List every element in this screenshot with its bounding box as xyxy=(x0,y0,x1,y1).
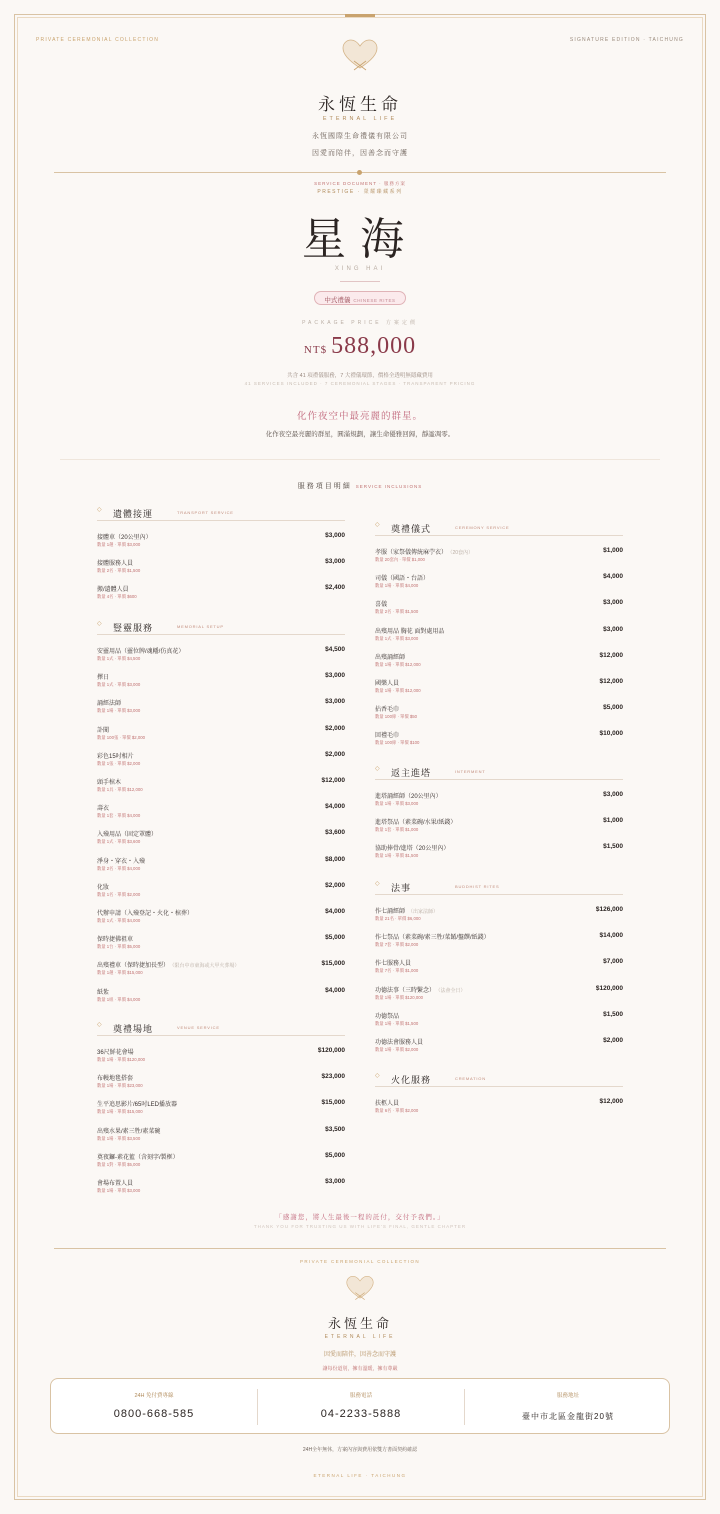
category-name-en: CREMATION xyxy=(455,1076,486,1081)
item-label: 紙紮 xyxy=(97,989,110,996)
service-item xyxy=(375,1098,623,1122)
item-price: $2,000 xyxy=(325,724,345,732)
service-item xyxy=(97,698,345,722)
item-price: $15,000 xyxy=(321,960,345,968)
item-price: $12,000 xyxy=(599,1098,623,1105)
item-quantity: 數量 1組 · 單價 $4,000 xyxy=(97,996,141,1002)
item-label: 拈香毛巾 xyxy=(375,707,400,714)
item-price: $12,000 xyxy=(321,777,345,784)
item-label: 代辦申請（入殮登記・火化・棺葬） xyxy=(97,911,194,917)
item-quantity: 數量 1式 · 單價 $4,500 xyxy=(97,656,141,661)
category-bullet-icon: ◇ xyxy=(97,507,102,513)
rite-badge-en: CHINESE RITES xyxy=(353,298,396,303)
price-note: 共含 41 項禮儀服務，7 大禮儀環節，價格全透明無隱藏費用 xyxy=(287,373,433,379)
item-quantity: 數量 2名 · 單價 $1,500 xyxy=(97,568,141,574)
category-name: 返主進塔 xyxy=(391,768,432,778)
price-note-en: 41 SERVICES INCLUDED · 7 CEREMONIAL STAGES · TRANSPARENT PRICING xyxy=(244,381,476,386)
item-note: （20套內） xyxy=(450,550,474,556)
series-label: PRESTIGE · 榮耀臻藏系列 xyxy=(317,189,403,195)
category-bullet-icon: ◇ xyxy=(375,522,380,528)
item-quantity: 數量 1場 · 單價 $3,000 xyxy=(375,801,419,806)
category-bullet-icon: ◇ xyxy=(375,881,380,887)
item-name xyxy=(97,725,109,734)
address-label: 服務地址 xyxy=(556,1393,579,1399)
item-price: $3,000 xyxy=(325,558,345,566)
item-name xyxy=(375,1098,399,1107)
item-quantity: 數量 100張 · 單價 $2,000 xyxy=(97,734,146,740)
service-item xyxy=(97,532,345,556)
item-note: （出家法師） xyxy=(408,909,439,915)
service-item xyxy=(375,1011,623,1035)
footer-motto-secondary: 讓每份道別，擁有溫暖，擁有尊嚴 xyxy=(322,1367,398,1372)
item-quantity: 數量 7套 · 單價 $2,000 xyxy=(375,942,419,948)
item-price: $23,000 xyxy=(321,1073,345,1081)
item-label: 布幔地毯搭套 xyxy=(97,1076,134,1083)
item-price: $120,000 xyxy=(595,984,623,992)
item-quantity: 數量 1式 · 單價 $3,000 xyxy=(97,682,141,688)
hotline-cell[interactable] xyxy=(51,1379,257,1435)
category-divider xyxy=(97,634,345,635)
service-item xyxy=(375,678,623,702)
inclusions-title: 服務項目明細 xyxy=(297,482,352,490)
item-quantity: 數量 1場 · 單價 $23,000 xyxy=(97,1083,143,1089)
item-label: 保時捷佛祖車 xyxy=(97,937,134,944)
item-price: $3,000 xyxy=(325,698,345,706)
document-label: SERVICE DOCUMENT · 服務方案 xyxy=(314,181,406,186)
divider-dot xyxy=(357,170,362,175)
address-value[interactable]: 臺中市北區金龍街20號 xyxy=(522,1412,614,1421)
item-name xyxy=(375,906,438,915)
item-name xyxy=(375,817,456,826)
service-item xyxy=(97,1152,345,1176)
price-amount: 588,000 xyxy=(331,333,417,359)
item-quantity: 數量 1趟 · 單價 $3,000 xyxy=(97,542,141,547)
inclusions-title-en: SERVICE INCLUSIONS xyxy=(355,484,423,489)
service-item xyxy=(97,777,345,801)
footer-divider xyxy=(54,1248,666,1249)
item-price: $10,000 xyxy=(599,730,623,738)
item-name xyxy=(97,1073,133,1082)
item-quantity: 數量 1場 · 單價 $120,000 xyxy=(97,1057,146,1062)
motto: 因愛而陪伴，因善念而守護 xyxy=(312,149,408,157)
item-quantity: 數量 2名 · 單價 $1,500 xyxy=(375,609,419,615)
service-item xyxy=(97,960,345,984)
item-label: 36尺鮮花會場 xyxy=(97,1050,134,1056)
service-item xyxy=(97,1126,345,1150)
item-label: 出殯水果/素三牲/素菜碗 xyxy=(97,1128,161,1135)
item-name xyxy=(375,704,399,713)
item-quantity: 數量 1場 · 單價 $2,000 xyxy=(375,1047,419,1052)
item-quantity: 數量 1場 · 單價 $15,000 xyxy=(97,1109,143,1115)
item-name xyxy=(97,803,109,812)
item-quantity: 數量 1場 · 單價 $12,000 xyxy=(375,688,421,693)
item-price: $120,000 xyxy=(317,1047,345,1054)
category-name: 豎靈服務 xyxy=(113,623,154,633)
closing-quote: 「感謝您，將人生最後一程的託付，交付予我們。」 xyxy=(275,1214,445,1221)
tagline: 化作夜空中最亮麗的群星。 xyxy=(296,412,423,422)
phone-cell[interactable] xyxy=(258,1379,464,1435)
item-name xyxy=(375,985,466,994)
footer-bottom-label: ETERNAL LIFE · TAICHUNG xyxy=(313,1473,407,1478)
item-price: $14,000 xyxy=(599,932,623,940)
category-name: 奠禮場地 xyxy=(113,1024,154,1034)
item-price: $3,600 xyxy=(325,829,345,837)
item-price: $1,000 xyxy=(603,817,623,825)
item-price: $2,000 xyxy=(325,750,345,758)
item-price: $3,000 xyxy=(603,625,623,633)
category-bullet-icon: ◇ xyxy=(97,621,102,627)
service-item xyxy=(375,730,623,754)
item-quantity: 數量 20套內 · 單價 $1,000 xyxy=(375,557,425,562)
service-item xyxy=(375,906,623,930)
item-price: $3,000 xyxy=(325,532,345,539)
service-item xyxy=(97,1178,345,1202)
closing-quote-en: THANK YOU FOR TRUSTING US WITH LIFE'S FINAL, GENTLE CHAPTER xyxy=(253,1224,467,1229)
item-label: 進塔誦經師（20公里內） xyxy=(375,794,442,800)
footer-motto: 因愛而陪伴，因善念而守護 xyxy=(323,1352,396,1358)
category-name: 法事 xyxy=(391,883,412,893)
price-label: PACKAGE PRICE 方案定價 xyxy=(302,320,418,326)
item-label: 進塔祭品（素菜碗/水果/紙錢） xyxy=(375,820,457,827)
item-name xyxy=(97,1152,179,1161)
brand-subtitle: ETERNAL LIFE xyxy=(322,116,398,122)
item-name xyxy=(97,584,129,593)
item-price: $15,000 xyxy=(321,1099,345,1107)
item-name xyxy=(375,843,449,852)
item-quantity: 數量 1場 · 單價 $3,000 xyxy=(97,1188,141,1193)
item-price: $2,000 xyxy=(603,1037,623,1044)
company-name: 永恆國際生命禮儀有限公司 xyxy=(312,132,408,140)
item-name xyxy=(375,547,473,556)
item-quantity: 數量 1具 · 單價 $12,000 xyxy=(97,787,143,792)
item-label: 出殯誦經師 xyxy=(375,654,406,661)
item-quantity: 數量 6名 · 單價 $2,000 xyxy=(375,1108,419,1113)
item-label: 喜儀 xyxy=(375,602,388,609)
item-label: 淨身・穿衣・入殮 xyxy=(97,858,146,865)
item-name xyxy=(97,1099,177,1108)
category-divider xyxy=(375,894,623,895)
item-quantity: 數量 1場 · 單價 $1,500 xyxy=(375,853,419,859)
item-quantity: 數量 1對 · 單價 $5,000 xyxy=(97,1161,141,1167)
item-quantity: 數量 1台 · 單價 $5,000 xyxy=(97,944,141,950)
item-name xyxy=(375,652,405,661)
item-name xyxy=(375,599,387,608)
item-label: 入殮用品（固定罩體） xyxy=(97,832,158,839)
item-name xyxy=(375,678,399,687)
item-quantity: 數量 21名 · 單價 $6,000 xyxy=(375,916,421,921)
item-name xyxy=(97,751,134,760)
item-price: $1,500 xyxy=(603,843,623,851)
category-divider xyxy=(97,1035,345,1036)
service-item xyxy=(375,1037,623,1061)
service-item xyxy=(375,573,623,597)
item-name xyxy=(97,856,145,865)
item-name xyxy=(375,1011,399,1020)
heart-logo-icon xyxy=(340,37,380,73)
item-price: $4,500 xyxy=(325,646,345,653)
item-name xyxy=(97,698,121,707)
item-quantity: 數量 1式 · 單價 $4,000 xyxy=(97,918,141,923)
item-label: 回禮毛巾 xyxy=(375,733,400,740)
service-item xyxy=(97,908,345,932)
category-name: 遺體接運 xyxy=(113,509,154,519)
item-name xyxy=(375,730,399,739)
category-name: 奠禮儀式 xyxy=(391,524,432,534)
price-currency: NT$ xyxy=(303,344,328,356)
service-item xyxy=(97,584,345,608)
service-item xyxy=(97,803,345,827)
item-name xyxy=(97,646,184,655)
category-bullet-icon: ◇ xyxy=(97,1022,102,1028)
item-price: $3,000 xyxy=(603,599,623,607)
service-item xyxy=(375,652,623,676)
category-name-en: MEMORIAL SETUP xyxy=(177,624,224,629)
item-name xyxy=(375,1037,423,1046)
item-price: $3,000 xyxy=(603,791,623,798)
corner-label-right: SIGNATURE EDITION · TAICHUNG xyxy=(569,37,684,43)
category-name-en: VENUE SERVICE xyxy=(177,1025,220,1030)
item-price: $12,000 xyxy=(599,678,623,685)
item-name xyxy=(97,1047,134,1056)
item-quantity: 數量 100條 · 單價 $50 xyxy=(375,714,418,720)
item-price: $5,000 xyxy=(325,934,345,942)
item-quantity: 數量 1場 · 單價 $3,000 xyxy=(97,708,141,714)
item-label: 功德祭品 xyxy=(375,1013,400,1020)
item-note: （法會全日） xyxy=(438,987,466,994)
item-label: 司儀（國語・台語） xyxy=(375,576,430,583)
service-item xyxy=(375,817,623,841)
item-label: 出殯禮車（保時捷加長型） xyxy=(97,963,170,970)
item-label: 功德法會服務人員 xyxy=(375,1040,424,1046)
item-quantity: 數量 7名 · 單價 $1,000 xyxy=(375,968,419,974)
item-price: $126,000 xyxy=(595,906,623,913)
service-item xyxy=(375,958,623,982)
item-quantity: 數量 1場 · 單價 $4,000 xyxy=(375,583,419,589)
item-price: $3,500 xyxy=(325,1125,345,1133)
plan-description: 化作夜空最亮麗的群星，圓滿規劃，讓生命優雅回歸，靜謐凋零。 xyxy=(265,431,455,438)
item-price: $3,000 xyxy=(325,672,345,680)
item-price: $4,000 xyxy=(325,986,345,994)
item-quantity: 數量 100條 · 單價 $100 xyxy=(375,740,420,746)
service-item xyxy=(375,985,623,1009)
hotline-label: 24H 免付費專線 xyxy=(134,1393,174,1399)
item-name xyxy=(97,1126,160,1135)
service-item xyxy=(375,791,623,815)
address-cell[interactable] xyxy=(465,1379,671,1435)
service-item xyxy=(375,704,623,728)
rite-badge-zh: 中式禮儀 xyxy=(324,297,351,304)
inclusions-heading xyxy=(0,481,720,491)
item-quantity: 數量 1場 · 單價 $12,000 xyxy=(375,661,421,667)
footer-brand-subtitle: ETERNAL LIFE xyxy=(324,1334,396,1340)
item-label: 接體車（20公里內） xyxy=(97,535,152,541)
footer-heart-logo-icon xyxy=(344,1274,376,1302)
item-price: $5,000 xyxy=(325,1151,345,1159)
category-bullet-icon: ◇ xyxy=(375,1073,380,1079)
item-name xyxy=(97,777,121,786)
item-note: （限台中市東海或大甲火葬場） xyxy=(172,963,240,970)
item-name xyxy=(97,672,109,681)
item-quantity: 數量 4名 · 單價 $600 xyxy=(97,594,137,600)
item-quantity: 數量 1式 · 單價 $3,000 xyxy=(375,635,419,641)
item-label: 扶柩人員 xyxy=(375,1101,400,1107)
item-label: 作七祭品（素菜碗/素三牲/菜餚/盤饌/紙錢） xyxy=(375,935,490,942)
footer-note: 24H全年無休，方案內容與費用依雙方書面契約確認 xyxy=(302,1447,418,1453)
category-name-en: CEREMONY SERVICE xyxy=(455,525,510,530)
service-item xyxy=(97,1099,345,1123)
category-name-en: BUDDHIST RITES xyxy=(455,884,500,889)
item-price: $5,000 xyxy=(603,704,623,712)
item-price: $2,400 xyxy=(325,584,345,592)
item-label: 誦經法師 xyxy=(97,701,122,708)
item-quantity: 數量 1張 · 單價 $2,000 xyxy=(97,760,141,766)
footer-label: PRIVATE CEREMONIAL COLLECTION xyxy=(299,1259,421,1264)
item-name xyxy=(97,532,152,541)
item-name xyxy=(97,558,133,567)
category-bullet-icon: ◇ xyxy=(375,766,380,772)
item-label: 彩色15吋相片 xyxy=(97,753,134,760)
item-quantity: 數量 1套 · 單價 $4,000 xyxy=(97,813,141,819)
item-label: 出殯用品 胸花 面對處用品 xyxy=(375,628,445,635)
item-quantity: 數量 1式 · 單價 $3,600 xyxy=(97,839,141,845)
item-name xyxy=(375,932,490,941)
item-quantity: 數量 1場 · 單價 $120,000 xyxy=(375,994,424,1000)
service-item xyxy=(97,856,345,880)
item-label: 會場布置人員 xyxy=(97,1181,134,1187)
item-label: 國樂人員 xyxy=(375,681,400,687)
item-quantity: 數量 1場 · 單價 $3,500 xyxy=(97,1135,141,1141)
item-price: $2,000 xyxy=(325,881,345,889)
item-label: 生平追思影片/65吋LED播放器 xyxy=(97,1102,178,1109)
item-label: 孝服（家祭儀傳統麻苧衣） xyxy=(375,550,448,556)
item-price: $4,000 xyxy=(325,908,345,915)
service-item xyxy=(97,934,345,958)
category-name-en: INTERMENT xyxy=(455,769,486,774)
item-quantity: 數量 2名 · 單價 $4,000 xyxy=(97,865,141,871)
rite-badge xyxy=(314,291,406,305)
item-price: $7,000 xyxy=(603,958,623,966)
item-label: 功德法事（三時繫念） xyxy=(375,987,436,994)
item-name xyxy=(375,958,411,967)
item-price: $1,000 xyxy=(603,547,623,554)
item-price: $1,500 xyxy=(603,1010,623,1018)
item-label: 奠夜鑼-素花籃（含刻字/製框） xyxy=(97,1154,179,1161)
footer-brand-title: 永恆生命 xyxy=(327,1316,392,1331)
item-label: 訃聞 xyxy=(97,727,110,734)
item-price: $4,000 xyxy=(603,573,623,581)
item-label: 搬/遺體人員 xyxy=(97,587,129,594)
service-item xyxy=(375,626,623,650)
item-name xyxy=(97,908,193,917)
item-price: $3,000 xyxy=(325,1178,345,1185)
service-item xyxy=(97,1047,345,1071)
item-name xyxy=(97,934,133,943)
item-name xyxy=(97,987,109,996)
service-item xyxy=(97,882,345,906)
service-item xyxy=(375,599,623,623)
plan-underline xyxy=(340,281,380,282)
service-item xyxy=(97,646,345,670)
service-item xyxy=(97,751,345,775)
top-accent-bar xyxy=(345,14,375,17)
item-label: 作七服務人員 xyxy=(375,961,412,968)
service-item xyxy=(97,725,345,749)
service-item xyxy=(97,829,345,853)
item-name xyxy=(97,882,109,891)
category-name-en: TRANSPORT SERVICE xyxy=(177,510,234,515)
item-name xyxy=(97,829,157,838)
contact-card xyxy=(50,1378,670,1434)
service-item xyxy=(97,672,345,696)
category-divider xyxy=(97,520,345,521)
corner-label-left: PRIVATE CEREMONIAL COLLECTION xyxy=(36,37,160,43)
category-divider xyxy=(375,779,623,780)
item-label: 安靈用品（靈位牌/魂幡/仿真花） xyxy=(97,649,185,655)
section-divider xyxy=(60,459,660,460)
service-item xyxy=(375,547,623,571)
item-quantity: 數量 1名 · 單價 $2,000 xyxy=(97,891,141,897)
service-item xyxy=(375,843,623,867)
item-quantity: 數量 1套 · 單價 $1,000 xyxy=(375,827,419,833)
item-label: 擇日 xyxy=(97,675,110,682)
item-label: 接體服務人員 xyxy=(97,561,134,568)
item-quantity: 數量 1趟 · 單價 $15,000 xyxy=(97,970,143,976)
hotline-number[interactable]: 0800-668-585 xyxy=(113,1408,195,1420)
item-name xyxy=(97,1178,133,1187)
category-divider xyxy=(375,535,623,536)
brand-title: 永恆生命 xyxy=(318,95,402,114)
service-item xyxy=(375,932,623,956)
plan-name: 星海 xyxy=(302,215,418,264)
item-label: 壽衣 xyxy=(97,806,110,813)
plan-name-en: XING HAI xyxy=(334,266,386,272)
service-item xyxy=(97,987,345,1011)
item-price: $12,000 xyxy=(599,651,623,659)
item-label: 作七誦經師 xyxy=(375,909,406,915)
service-item xyxy=(97,1073,345,1097)
item-label: 化妝 xyxy=(97,884,110,891)
item-label: 頭手棺木 xyxy=(97,780,122,786)
phone-label: 服務電話 xyxy=(349,1393,372,1399)
item-name xyxy=(97,960,240,969)
item-price: $8,000 xyxy=(325,855,345,863)
item-name xyxy=(375,573,429,582)
service-item xyxy=(97,558,345,582)
item-quantity: 數量 1場 · 單價 $1,500 xyxy=(375,1020,419,1026)
item-price: $4,000 xyxy=(325,803,345,811)
item-label: 協助捧骨/進塔（20公里內） xyxy=(375,846,450,853)
item-name xyxy=(375,626,444,635)
category-divider xyxy=(375,1086,623,1087)
category-name: 火化服務 xyxy=(391,1075,432,1085)
phone-number[interactable]: 04-2233-5888 xyxy=(320,1408,402,1420)
item-name xyxy=(375,791,442,800)
package-price xyxy=(0,333,720,360)
